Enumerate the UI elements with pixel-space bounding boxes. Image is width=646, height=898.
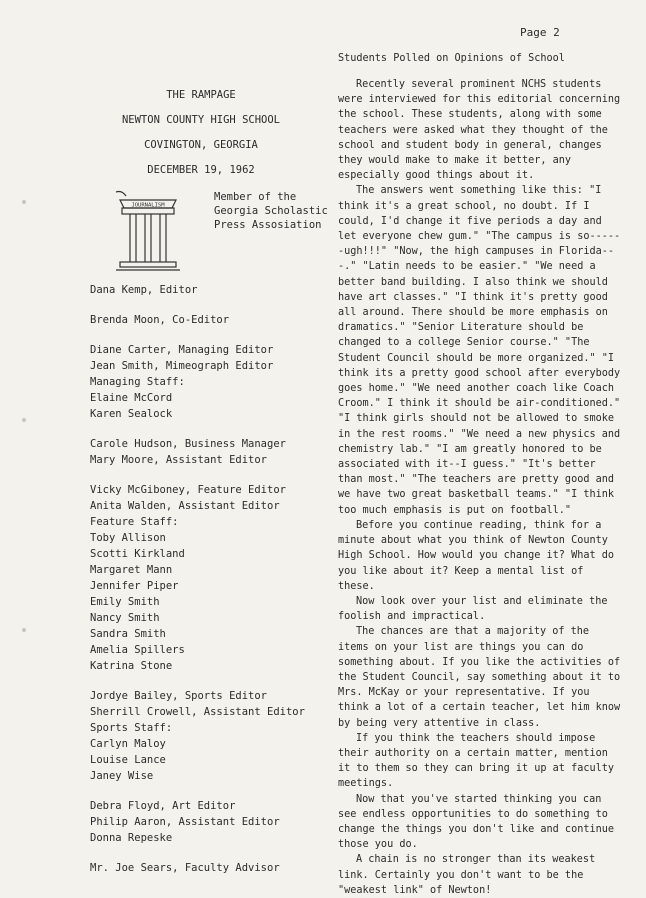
staff-line: Jordye Bailey, Sports Editor	[90, 690, 268, 702]
punch-hole	[22, 200, 26, 204]
emblem-banner-text: JOURNALISM	[131, 202, 165, 209]
article-paragraph: A chain is no stronger than its weakest link. Certainly you don't want to be the "weakest link" of Newton!	[338, 854, 596, 896]
staff-line: Brenda Moon, Co-Editor	[90, 314, 230, 326]
editorial-article	[338, 52, 623, 898]
staff-line: Toby Allison	[90, 532, 166, 544]
staff-line: Katrina Stone	[90, 660, 173, 672]
staff-line: Louise Lance	[90, 754, 166, 766]
staff-line: Feature Staff:	[90, 516, 179, 528]
staff-group-gap	[90, 846, 320, 860]
staff-line: Elaine McCord	[90, 392, 173, 404]
staff-line: Carole Hudson, Business Manager	[90, 438, 286, 450]
issue-date: DECEMBER 19, 1962	[147, 164, 255, 176]
staff-group-gap	[90, 784, 320, 798]
staff-line: Mary Moore, Assistant Editor	[90, 454, 268, 466]
staff-line: Amelia Spillers	[90, 644, 185, 656]
staff-line: Nancy Smith	[90, 612, 160, 624]
staff-line: Margaret Mann	[90, 564, 173, 576]
staff-line: Sandra Smith	[90, 628, 166, 640]
staff-line: Janey Wise	[90, 770, 154, 782]
staff-line: Philip Aaron, Assistant Editor	[90, 816, 280, 828]
staff-line: Debra Floyd, Art Editor	[90, 800, 236, 812]
punch-hole	[22, 418, 26, 422]
member-line: Georgia Scholastic	[214, 205, 328, 217]
school-name: NEWTON COUNTY HIGH SCHOOL	[121, 114, 281, 126]
staff-group-gap	[90, 298, 320, 312]
article-paragraph: Now that you've started thinking you can see endless opportunities to do something to change the things you don't like and continue those you do.	[338, 793, 615, 851]
staff-group-gap	[90, 674, 320, 688]
staff-line: Sports Staff:	[90, 722, 173, 734]
staff-group-gap	[90, 468, 320, 482]
page-number: Page 2	[520, 26, 560, 39]
member-note	[214, 190, 328, 232]
article-paragraph: If you think the teachers should impose their authority on a certain matter, mention it to them so they can bring it up at faculty meetings.	[338, 732, 615, 790]
staff-line: Scotti Kirkland	[90, 548, 185, 560]
staff-line: Jean Smith, Mimeograph Editor	[90, 360, 274, 372]
staff-line: Mr. Joe Sears, Faculty Advisor	[90, 862, 280, 874]
staff-line: Carlyn Maloy	[90, 738, 166, 750]
article-paragraph: The chances are that a majority of the items on your list are things you can do something about. If you like the activities of the Student Council, say something about it to Mrs. McKay or your representative. If you think a lot of a certain teacher, let him know by being very attentive in class.	[338, 626, 621, 729]
article-body	[338, 77, 623, 898]
staff-line: Sherrill Crowell, Assistant Editor	[90, 706, 305, 718]
masthead	[96, 88, 306, 188]
member-line: Member of the	[214, 191, 297, 203]
staff-line: Anita Walden, Assistant Editor	[90, 500, 280, 512]
press-association-emblem-icon	[112, 188, 184, 274]
punch-hole	[22, 628, 26, 632]
staff-line: Dana Kemp, Editor	[90, 284, 198, 296]
article-paragraph: Recently several prominent NCHS students were interviewed for this editorial concerning the school. These students, along with some teachers were asked what they thought of the school and student body in general, changes they would make to make it better, any especially good things about it.	[338, 79, 621, 182]
staff-line: Donna Repeske	[90, 832, 173, 844]
staff-line: Diane Carter, Managing Editor	[90, 344, 274, 356]
member-line: Press Assosiation	[214, 219, 322, 231]
staff-line: Managing Staff:	[90, 376, 185, 388]
article-paragraph: Now look over your list and eliminate the foolish and impractical.	[338, 595, 608, 623]
staff-line: Jennifer Piper	[90, 580, 179, 592]
staff-line: Vicky McGiboney, Feature Editor	[90, 484, 286, 496]
staff-group-gap	[90, 328, 320, 342]
staff-line: Karen Sealock	[90, 408, 173, 420]
article-title: Students Polled on Opinions of School	[338, 53, 565, 64]
staff-list	[90, 282, 320, 876]
city-name: COVINGTON, GEORGIA	[144, 139, 258, 151]
paper-name: THE RAMPAGE	[166, 89, 236, 101]
article-paragraph: Before you continue reading, think for a minute about what you think of Newton County High School. How would you change it? What do you like about it? Keep a mental list of these.	[338, 519, 615, 592]
staff-group-gap	[90, 422, 320, 436]
staff-line: Emily Smith	[90, 596, 160, 608]
article-paragraph: The answers went something like this: "I think it's a great school, no doubt. If I could, I'd change it five periods a day and let everyone chew gum." "The campus is so------ugh!!!" "Now, the high campuses in Florida---." "Latin needs to be easier." "We need a better band building. I also think we should have art classes." "I think it's pretty good all around. There should be more emphasis on dramatics." "Senior Literature should be changed to a college Senior course." "The Student Council should be more organized." "I think its a pretty good school after everybody goes home." "We need another coach like Coach Croom." I think it should be air-conditioned." "I think girls should not be allowed to smoke in the rest rooms." "We need a new physics and chemistry lab." "I am greatly honored to be associated with it--I guess." "It's better than most." "The teachers are pretty good and we have two great basketball teams." "I think too much emphasis is put on football."	[338, 185, 621, 516]
